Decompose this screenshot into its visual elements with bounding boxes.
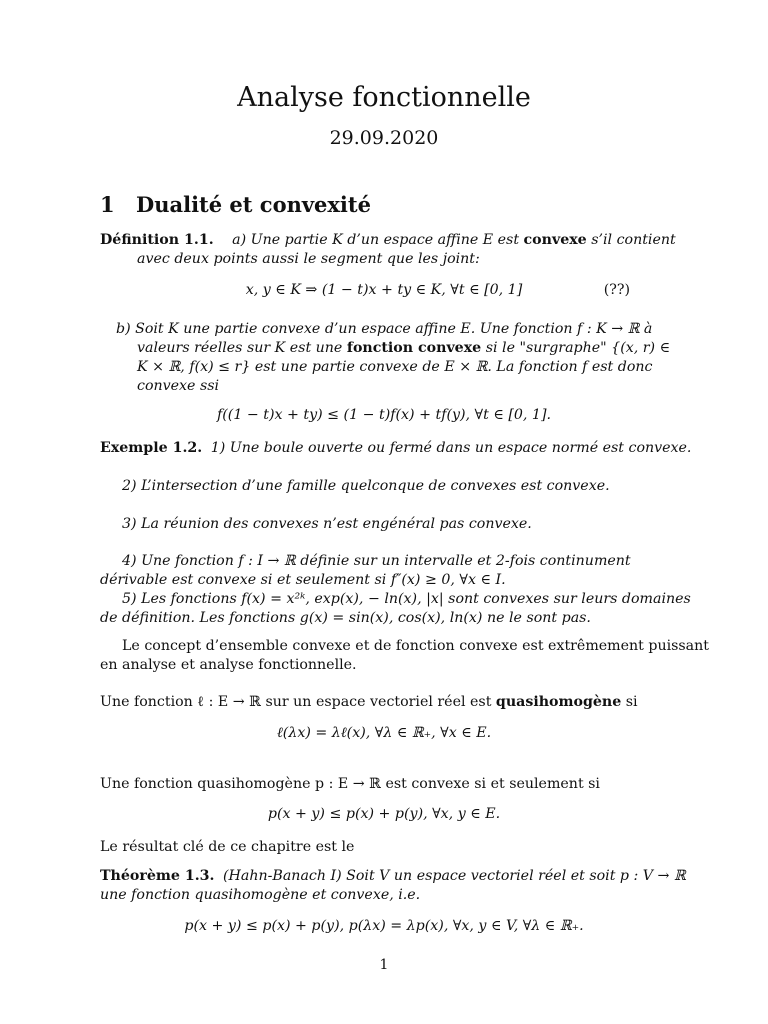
definition-a-suffix: s’il contient — [586, 232, 676, 248]
paragraph-4: Le résultat clé de ce chapitre est le — [100, 839, 355, 855]
definition-b-prefix: valeurs réelles sur K est une — [137, 340, 347, 356]
equation-convex-segment: x, y ∈ K ⇒ (1 − t)x + ty ∈ K, ∀t ∈ [0, 1] — [245, 282, 523, 298]
definition-b-line-4: convexe ssi — [137, 378, 220, 394]
term-quasihomogene: quasihomogène — [495, 694, 622, 710]
document-date: 29.09.2020 — [329, 127, 439, 149]
term-convexe: convexe — [523, 232, 587, 248]
definition-line-2: avec deux points aussi le segment que les joint: — [137, 251, 480, 267]
example-label: Exemple 1.2. — [100, 440, 203, 456]
definition-b-line-2 — [137, 339, 670, 357]
equation-subadditive: p(x + y) ≤ p(x) + p(y), ∀x, y ∈ E. — [267, 806, 501, 822]
example-item-2: 2) L’intersection d’une famille quelconque de convexes est convexe. — [122, 478, 610, 494]
section-title: Dualité et convexité — [136, 192, 371, 217]
definition-label: Définition 1.1. — [100, 232, 214, 248]
equation-convex-function: f((1 − t)x + ty) ≤ (1 − t)f(x) + tf(y), ∀t ∈ [0, 1]. — [217, 407, 551, 423]
theorem-label: Théorème 1.3. — [100, 868, 215, 884]
equation-number: (??) — [603, 282, 630, 298]
example-item-3: 3) La réunion des convexes n’est engénéral pas convexe. — [122, 516, 532, 532]
section-number: 1 — [100, 192, 115, 217]
section-heading — [100, 192, 371, 217]
example-item-4-line-2: dérivable est convexe si et seulement si f″(x) ≥ 0, ∀x ∈ I. — [100, 572, 506, 588]
theorem-statement: (Hahn-Banach I) Soit V un espace vectoriel réel et soit p : V → ℝ — [222, 868, 686, 884]
example-item-5-line-1: 5) Les fonctions f(x) = x²ᵏ, exp(x), − ln(x), |x| sont convexes sur leurs domaines — [122, 591, 691, 607]
page-number: 1 — [379, 957, 389, 973]
paragraph-1-line-1: Le concept d’ensemble convexe et de fonction convexe est extrêmement puissant — [122, 638, 709, 654]
equation-quasihomogeneous: ℓ(λx) = λℓ(x), ∀λ ∈ ℝ₊, ∀x ∈ E. — [276, 725, 492, 741]
equation-hahn-banach: p(x + y) ≤ p(x) + p(y), p(λx) = λp(x), ∀x, y ∈ V, ∀λ ∈ ℝ₊. — [184, 918, 584, 934]
example-line-1 — [100, 439, 691, 457]
definition-line-1 — [100, 231, 676, 249]
definition-b-line-1: b) Soit K une partie convexe d’un espace affine E. Une fonction f : K → ℝ à — [116, 321, 653, 337]
document-title: Analyse fonctionnelle — [237, 82, 531, 113]
example-item-4-line-1: 4) Une fonction f : I → ℝ définie sur un intervalle et 2-fois continument — [122, 553, 631, 569]
theorem-line-2: une fonction quasihomogène et convexe, i.e. — [100, 887, 421, 903]
paragraph-2 — [100, 693, 638, 711]
example-item-5-line-2: de définition. Les fonctions g(x) = sin(x), cos(x), ln(x) ne le sont pas. — [100, 610, 591, 626]
paragraph-2-prefix: Une fonction ℓ : E → ℝ sur un espace vectoriel réel est — [100, 694, 496, 710]
theorem-line-1 — [100, 867, 686, 885]
definition-b-line-3: K × ℝ, f(x) ≤ r} est une partie convexe de E × ℝ. La fonction f est donc — [137, 359, 653, 375]
definition-b-suffix: si le "surgraphe" {(x, r) ∈ — [481, 340, 671, 356]
paragraph-1-line-2: en analyse et analyse fonctionnelle. — [100, 657, 357, 673]
paragraph-2-suffix: si — [621, 694, 638, 710]
term-fonction-convexe: fonction convexe — [346, 340, 482, 356]
example-item-1: 1) Une boule ouverte ou fermé dans un espace normé est convexe. — [210, 440, 692, 456]
definition-a-text: a) Une partie K d’un espace affine E est — [232, 232, 524, 248]
paragraph-3: Une fonction quasihomogène p : E → ℝ est convexe si et seulement si — [100, 776, 600, 792]
